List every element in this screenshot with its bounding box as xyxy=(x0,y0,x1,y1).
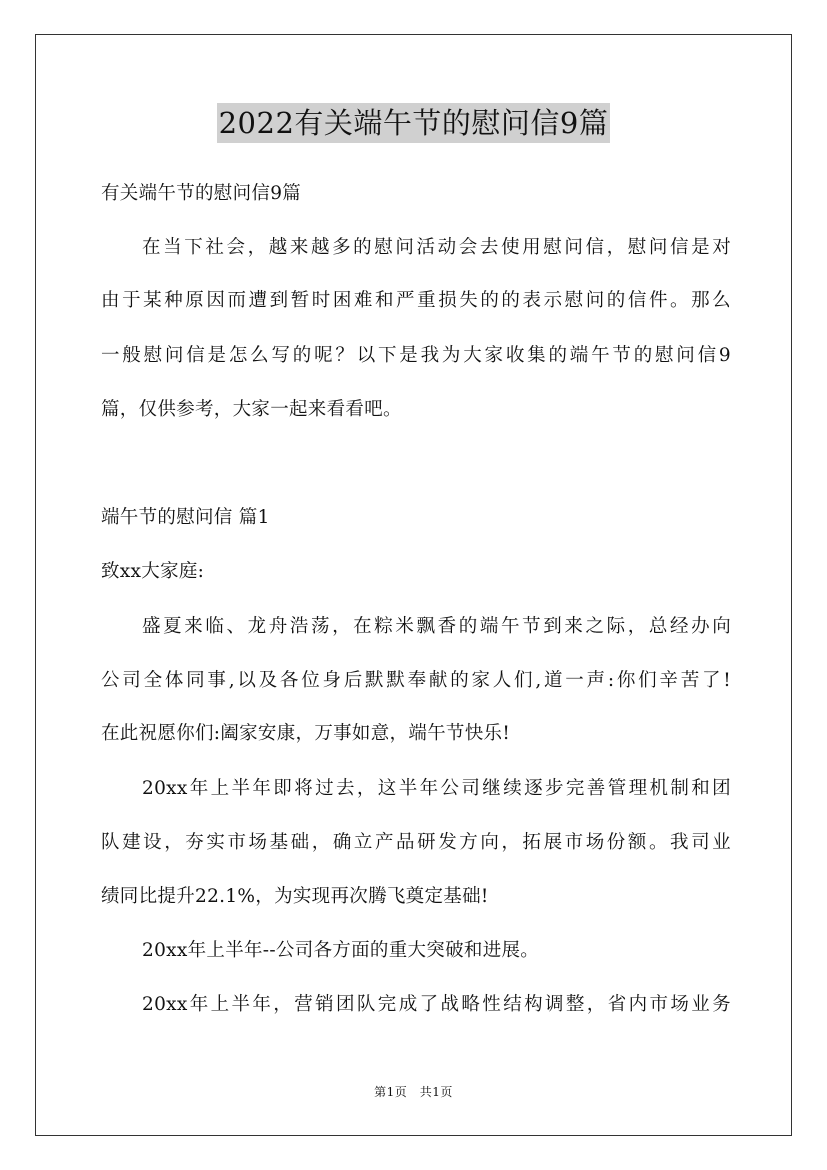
paragraph-line: 盛夏来临、龙舟浩荡，在粽米飘香的端午节到来之际，总经办向 xyxy=(142,616,731,637)
paragraph-line: 20xx年上半年，营销团队完成了战略性结构调整，省内市场业务 xyxy=(142,994,731,1015)
page-footer: 第1页 共1页 xyxy=(374,1085,453,1099)
paragraph-line: 一般慰问信是怎么写的呢？以下是我为大家收集的端午节的慰问信9 xyxy=(101,345,731,366)
paragraph-line: 在当下社会，越来越多的慰问活动会去使用慰问信，慰问信是对 xyxy=(142,237,731,258)
paragraph-line: 在此祝愿你们:阖家安康，万事如意，端午节快乐! xyxy=(101,723,511,744)
paragraph-line: 公司全体同事,以及各位身后默默奉献的家人们,道一声:你们辛苦了! xyxy=(101,670,731,691)
paragraph-line: 队建设，夯实市场基础，确立产品研发方向，拓展市场份额。我司业 xyxy=(101,832,731,853)
paragraph-line: 20xx年上半年即将过去，这半年公司继续逐步完善管理机制和团 xyxy=(142,778,731,799)
document-title: 2022有关端午节的慰问信9篇 xyxy=(217,103,611,143)
section-heading: 端午节的慰问信 篇1 xyxy=(101,507,270,528)
subtitle-line: 有关端午节的慰问信9篇 xyxy=(101,183,302,204)
paragraph-line: 由于某种原因而遭到暂时困难和严重损失的的表示慰问的信件。那么 xyxy=(101,290,731,311)
salutation-line: 致xx大家庭: xyxy=(101,561,205,582)
title-container xyxy=(0,103,827,143)
paragraph-line: 绩同比提升22.1%，为实现再次腾飞奠定基础! xyxy=(101,886,489,907)
paragraph-line: 20xx年上半年--公司各方面的重大突破和进展。 xyxy=(142,940,540,961)
paragraph-line: 篇，仅供参考，大家一起来看看吧。 xyxy=(101,399,402,420)
